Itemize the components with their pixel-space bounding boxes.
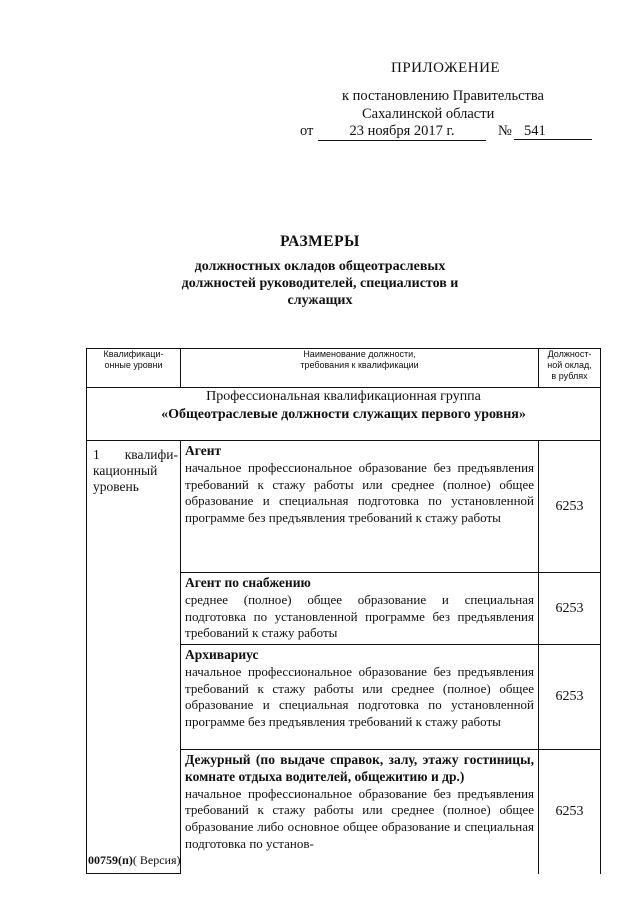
appendix-line-2: Сахалинской области — [362, 106, 495, 122]
position-name: Архивариус — [185, 647, 259, 662]
salary-cell: 6253 — [539, 441, 601, 573]
position-requirements: среднее (полное) общее образование и специальная подготовка по установленной программе без предъявления требований к стажу работы — [185, 591, 534, 641]
professional-group-row — [87, 388, 601, 441]
group-name: «Общеотраслевые должности служащих первого уровня» — [161, 407, 526, 422]
position-name: Агент по снабжению — [185, 575, 311, 590]
position-cell — [181, 441, 539, 573]
ot-label: от — [300, 123, 314, 139]
subheading-line: должностных окладов общеотраслевых — [194, 259, 446, 274]
subheading-line: должностей руководителей, специалистов и — [181, 276, 459, 291]
position-name: Дежурный (по выдаче справок, залу, этажу гостиницы, комнате отдыха водителей, общежитию и др.) — [185, 752, 534, 784]
document-heading: РАЗМЕРЫ — [280, 233, 360, 250]
salary-cell: 6253 — [539, 645, 601, 750]
header-salary: Должност- ной оклад, в рублях — [539, 349, 601, 388]
professional-group-cell — [87, 388, 601, 441]
group-label: Профессиональная квалификационная группа — [206, 389, 481, 404]
salary-cell: 6253 — [539, 750, 601, 874]
appendix-date-number-line — [300, 123, 600, 143]
position-requirements: начальное профессиональное образование без предъявления требований к стажу работы или среднее (полное) общее образование либо основное общее образование и специальная подготовка по установ- — [185, 785, 534, 851]
appendix-line-1: к постановлению Правительства — [342, 88, 544, 104]
salary-cell: 6253 — [539, 573, 601, 645]
position-cell — [181, 573, 539, 645]
salary-table — [86, 348, 601, 874]
document-subheading — [0, 258, 640, 309]
table-row — [87, 441, 601, 573]
decree-date: 23 ноября 2017 г. — [318, 123, 486, 141]
decree-number: 541 — [514, 123, 592, 140]
appendix-title: ПРИЛОЖЕНИЕ — [391, 60, 501, 76]
position-requirements: начальное профессиональное образование без предъявления требований к стажу работы или среднее (полное) общее образование и специальная подготовка по установленной программе без предъявления требований к стажу работы — [185, 663, 534, 730]
position-cell — [181, 750, 539, 874]
number-sign: № — [498, 123, 512, 139]
document-footer — [88, 853, 181, 868]
position-requirements: начальное профессиональное образование без предъявления требований к стажу работы или среднее (полное) общее образование и специальная подготовка по установленной программе без предъявления требований к стажу работы — [185, 459, 534, 526]
position-cell — [181, 645, 539, 750]
position-name: Агент — [185, 443, 222, 458]
subheading-line: служащих — [287, 293, 353, 308]
table-header-row — [87, 349, 601, 388]
header-position-name: Наименование должности, требования к квалификации — [181, 349, 539, 388]
header-qualification-levels: Квалификаци- онные уровни — [87, 349, 181, 388]
qualification-level-cell: 1 квалифи- кационный уровень — [87, 441, 181, 874]
document-version: ( Версия) — [132, 853, 181, 867]
document-code: 00759(п) — [88, 853, 133, 867]
